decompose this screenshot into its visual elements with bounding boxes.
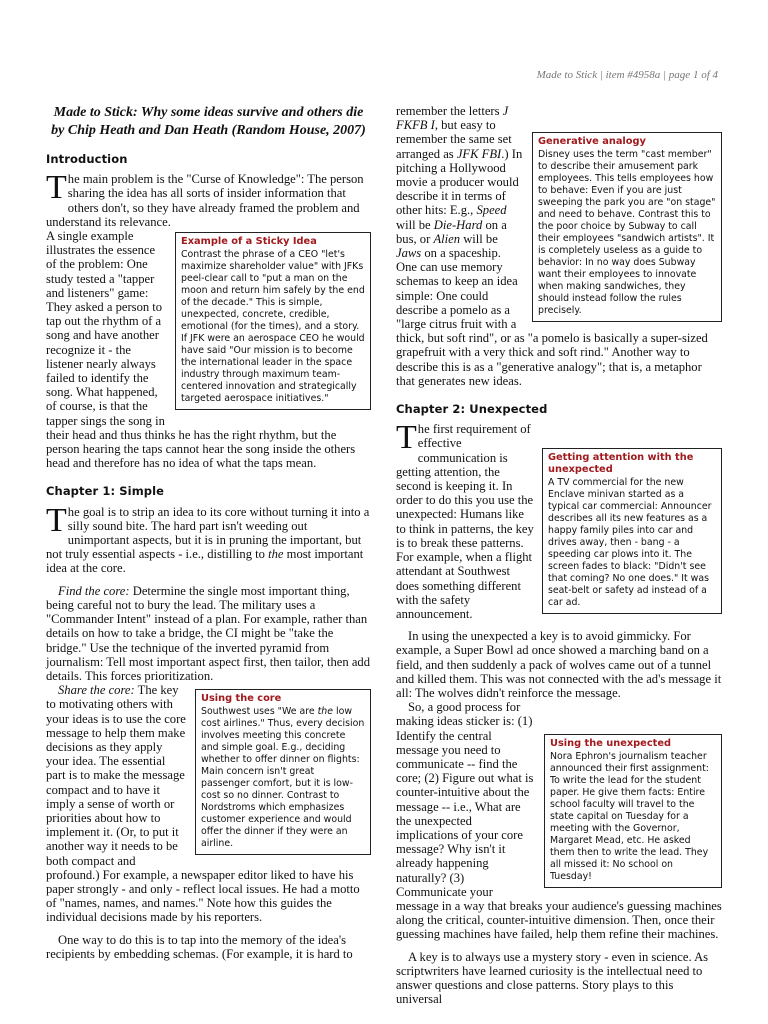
left-column [46, 104, 371, 961]
emphasis: the [317, 706, 333, 718]
sidebar-title: Using the unexpected [550, 738, 671, 750]
text-run: he first requirement of effective communication is getting attention, the second is keeping it. In order to do this you use the unexpected: Humans like to think in patterns, the key is to break these patterns. For example, when a flight attendant at Southwest does something different with the safety announcement. [396, 422, 534, 621]
sidebar-title: Using the core [201, 693, 282, 705]
sidebar-title: Generative analogy [538, 136, 646, 147]
sidebar-body [201, 706, 365, 850]
text-run: Determine the single most important thing, being careful not to bury the lead. The military uses a "Commander Intent" instead of a plan. For example, rather than details on how to take a bridge, the CI might be "take the bridge." Use the technique of the inverted pyramid from journalism: Tell most important aspect first, then tailor, then add details. This forces prioritization. [46, 583, 371, 683]
text-run: will be [463, 231, 498, 246]
sidebar-using-core [195, 689, 371, 855]
intro-text: he main problem is the "Curse of Knowledge": The person sharing the idea has all sorts of insider information that others don't, so they have already framed the problem and understand its relevance. [46, 172, 364, 229]
chapter-2-heading: Chapter 2: Unexpected [396, 402, 548, 417]
emphasis: Die-Hard [433, 217, 483, 232]
document-title [46, 104, 371, 140]
text-run: will be [396, 217, 431, 232]
sidebar-body: A TV commercial for the new Enclave minivan started as a typical car commercial: Announcer describes all its new features as a happy family piles into car and drives away, then - bang - a speeding car plows into it. The screen fades to black: "Didn't see that coming? No one does." It was seat-belt or safety ad instead of a car ad. [548, 477, 712, 609]
text-run: low cost airlines." Thus, every decision involves meeting this concrete and simple goal. E.g., deciding whether to offer dinner on flights: Main concern isn't great passenger comfort, but it is low-cost so no dinner. Contrast to Nordstroms which emphasizes customer experience and would offer the dinner if they were an airline. [201, 706, 365, 850]
sidebar-body: Nora Ephron's journalism teacher announced their first assignment: To write the lead for the student paper. He give them facts: Entire school faculty will travel to the state capital on Tuesday for a meeting with the Governor, Margaret Mead, etc. He asked them then to write the lead. They all missed it: No school on Tuesday! [550, 751, 709, 883]
chapter-1-paragraph-4: One way to do this is to tap into the memory of the idea's recipients by embedding schemas. (For example, it is hard to [46, 932, 353, 961]
intro-paragraph-1 [46, 169, 371, 229]
chapter-1-paragraph-2 [46, 584, 371, 683]
chapter-2-paragraph-2: In using the unexpected a key is to avoid gimmicky. For example, a Super Bowl ad once showed a marching band on a field, and then suddenly a pack of wolves came out of a tunnel and killed them. This was not connected with the ad's message it all: The wolves didn't reinforce the message. [396, 629, 722, 700]
sidebar-body: Contrast the phrase of a CEO "let's maximize shareholder value" with JFKs peel-clear call to "put a man on the moon and return him safely by the end of the decade." This is simple, unexpected, concrete, credible, emotional (for the times), and a story. If JFK were an aerospace CEO he would have said "Our mission is to become the international leader in the space industry through maximum team-centered innovation and strategically targeted aerospace initiatives." [181, 249, 365, 405]
sidebar-using-unexpected [544, 734, 722, 888]
run-in-label: Share the core: [58, 683, 135, 698]
right-paragraph-2: One can use memory schemas to keep an idea simple: One could describe a pomelo as a "large citrus fruit with a thick, but soft rind", or as "a pomelo is basically a super-sized grapefruit with a very thick and soft rind." Another way to describe this is as a "generative analogy"; that is, a metaphor that generates new ideas. [396, 260, 708, 388]
drop-cap: T [46, 169, 67, 207]
title-line: Made to Stick: Why some ideas survive and others die [53, 105, 364, 120]
emphasis: Speed [476, 203, 507, 218]
drop-cap: T [46, 501, 67, 539]
sidebar-generative-analogy [532, 132, 722, 322]
sidebar-getting-attention [542, 448, 722, 614]
run-in-label: Find the core: [58, 583, 130, 598]
text-run: remember the letters [396, 104, 500, 118]
chapter-1-paragraph-1 [46, 501, 371, 576]
drop-cap: T [396, 419, 417, 457]
chapter-2-paragraph-3: So, a good process for making ideas sticker is: (1) Identify the central message you need to communicate -- find the core; (2) Figure out what is counter-intuitive about the message -- i.e., What are the unexpected implications of your core message? Why isn't it already happening naturally? (3) Communicate your message in a way that breaks your audience's guessing machines along the critical, counter-intuitive dimension. Then, once their guessing machines have failed, help them refine their machines. [396, 700, 722, 942]
emphasis: J FKFB I [396, 104, 509, 133]
text-run: on a bus, or [396, 217, 507, 246]
sidebar-body: Disney uses the term "cast member" to describe their amusement park employees. This tells employees how to behave: Even if you are just sweeping the park you are "on stage" and need to behave. Contrast this to the poor choice by Subway to call their employees "sandwich artists". It is completely useless as a guide to behavior: In no way does Subway want their employees to innovate when making sandwiches, they should instead follow the rules precisely. [538, 149, 716, 316]
chapter-2-paragraph-4: A key is to always use a mystery story - even in science. As scriptwriters have learned curiosity is the intellectual need to answer questions and close patterns. Story plays to this universal [396, 949, 709, 1007]
sidebar-sticky-idea [175, 232, 371, 410]
byline: by Chip Heath and Dan Heath (Random House, 2007) [51, 123, 366, 138]
text-run: on a spaceship. [424, 246, 501, 261]
right-column [396, 104, 722, 1006]
emphasis: JFK FBI [456, 146, 502, 161]
text-run: The key to motivating others with your ideas is to use the core message to help them make decisions as they apply your idea. The essential part is to make the message compact and to have it imply a sense of worth or priorities about how to implement it. (Or, to put it another way it needs to be both compact and profound.) For example, a newspaper editor liked to have his paper strongly - and only - reflect local issues. He had a motto of "names, names, and names." Note how this guides the individual decisions made by his reporters. [46, 683, 360, 925]
intro-paragraph-2: A single example illustrates the essence of the problem: One study tested a "tapper and listeners" game: They asked a person to tap out the rhythm of a song and have another recognize it - the listener nearly always failed to identify the song. What happened, of course, is that the tapper sings the song in their head and thus thinks he has the right rhythm, but the person hearing the taps cannot hear the song inside the others head and therefore has no idea of what the taps mean. [46, 229, 356, 471]
emphasis: Alien [433, 231, 461, 246]
emphasis: Jaws [396, 246, 422, 261]
text-run: he goal is to strip an idea to its core without turning it into a silly sound bite. The hard part isn't weeding out unimportant aspects, but it is in pruning the important, but not truly essential aspects - i.e., distilling to [46, 504, 370, 562]
emphasis: the [268, 547, 284, 562]
text-run: , but easy to remember the same set arranged as [396, 118, 512, 161]
running-header: Made to Stick | item #4958a | page 1 of 4 [536, 69, 718, 81]
text-run: .) In pitching a Hollywood movie a producer would describe it in terms of other hits: E.g., [396, 146, 523, 218]
sidebar-title: Getting attention with the unexpected [548, 452, 694, 476]
text-run: Southwest uses "We are [201, 706, 315, 718]
introduction-heading: Introduction [46, 152, 128, 166]
text-run: most important idea at the core. [46, 547, 364, 576]
sidebar-title: Example of a Sticky Idea [181, 236, 317, 248]
chapter-1-heading: Chapter 1: Simple [46, 484, 165, 499]
